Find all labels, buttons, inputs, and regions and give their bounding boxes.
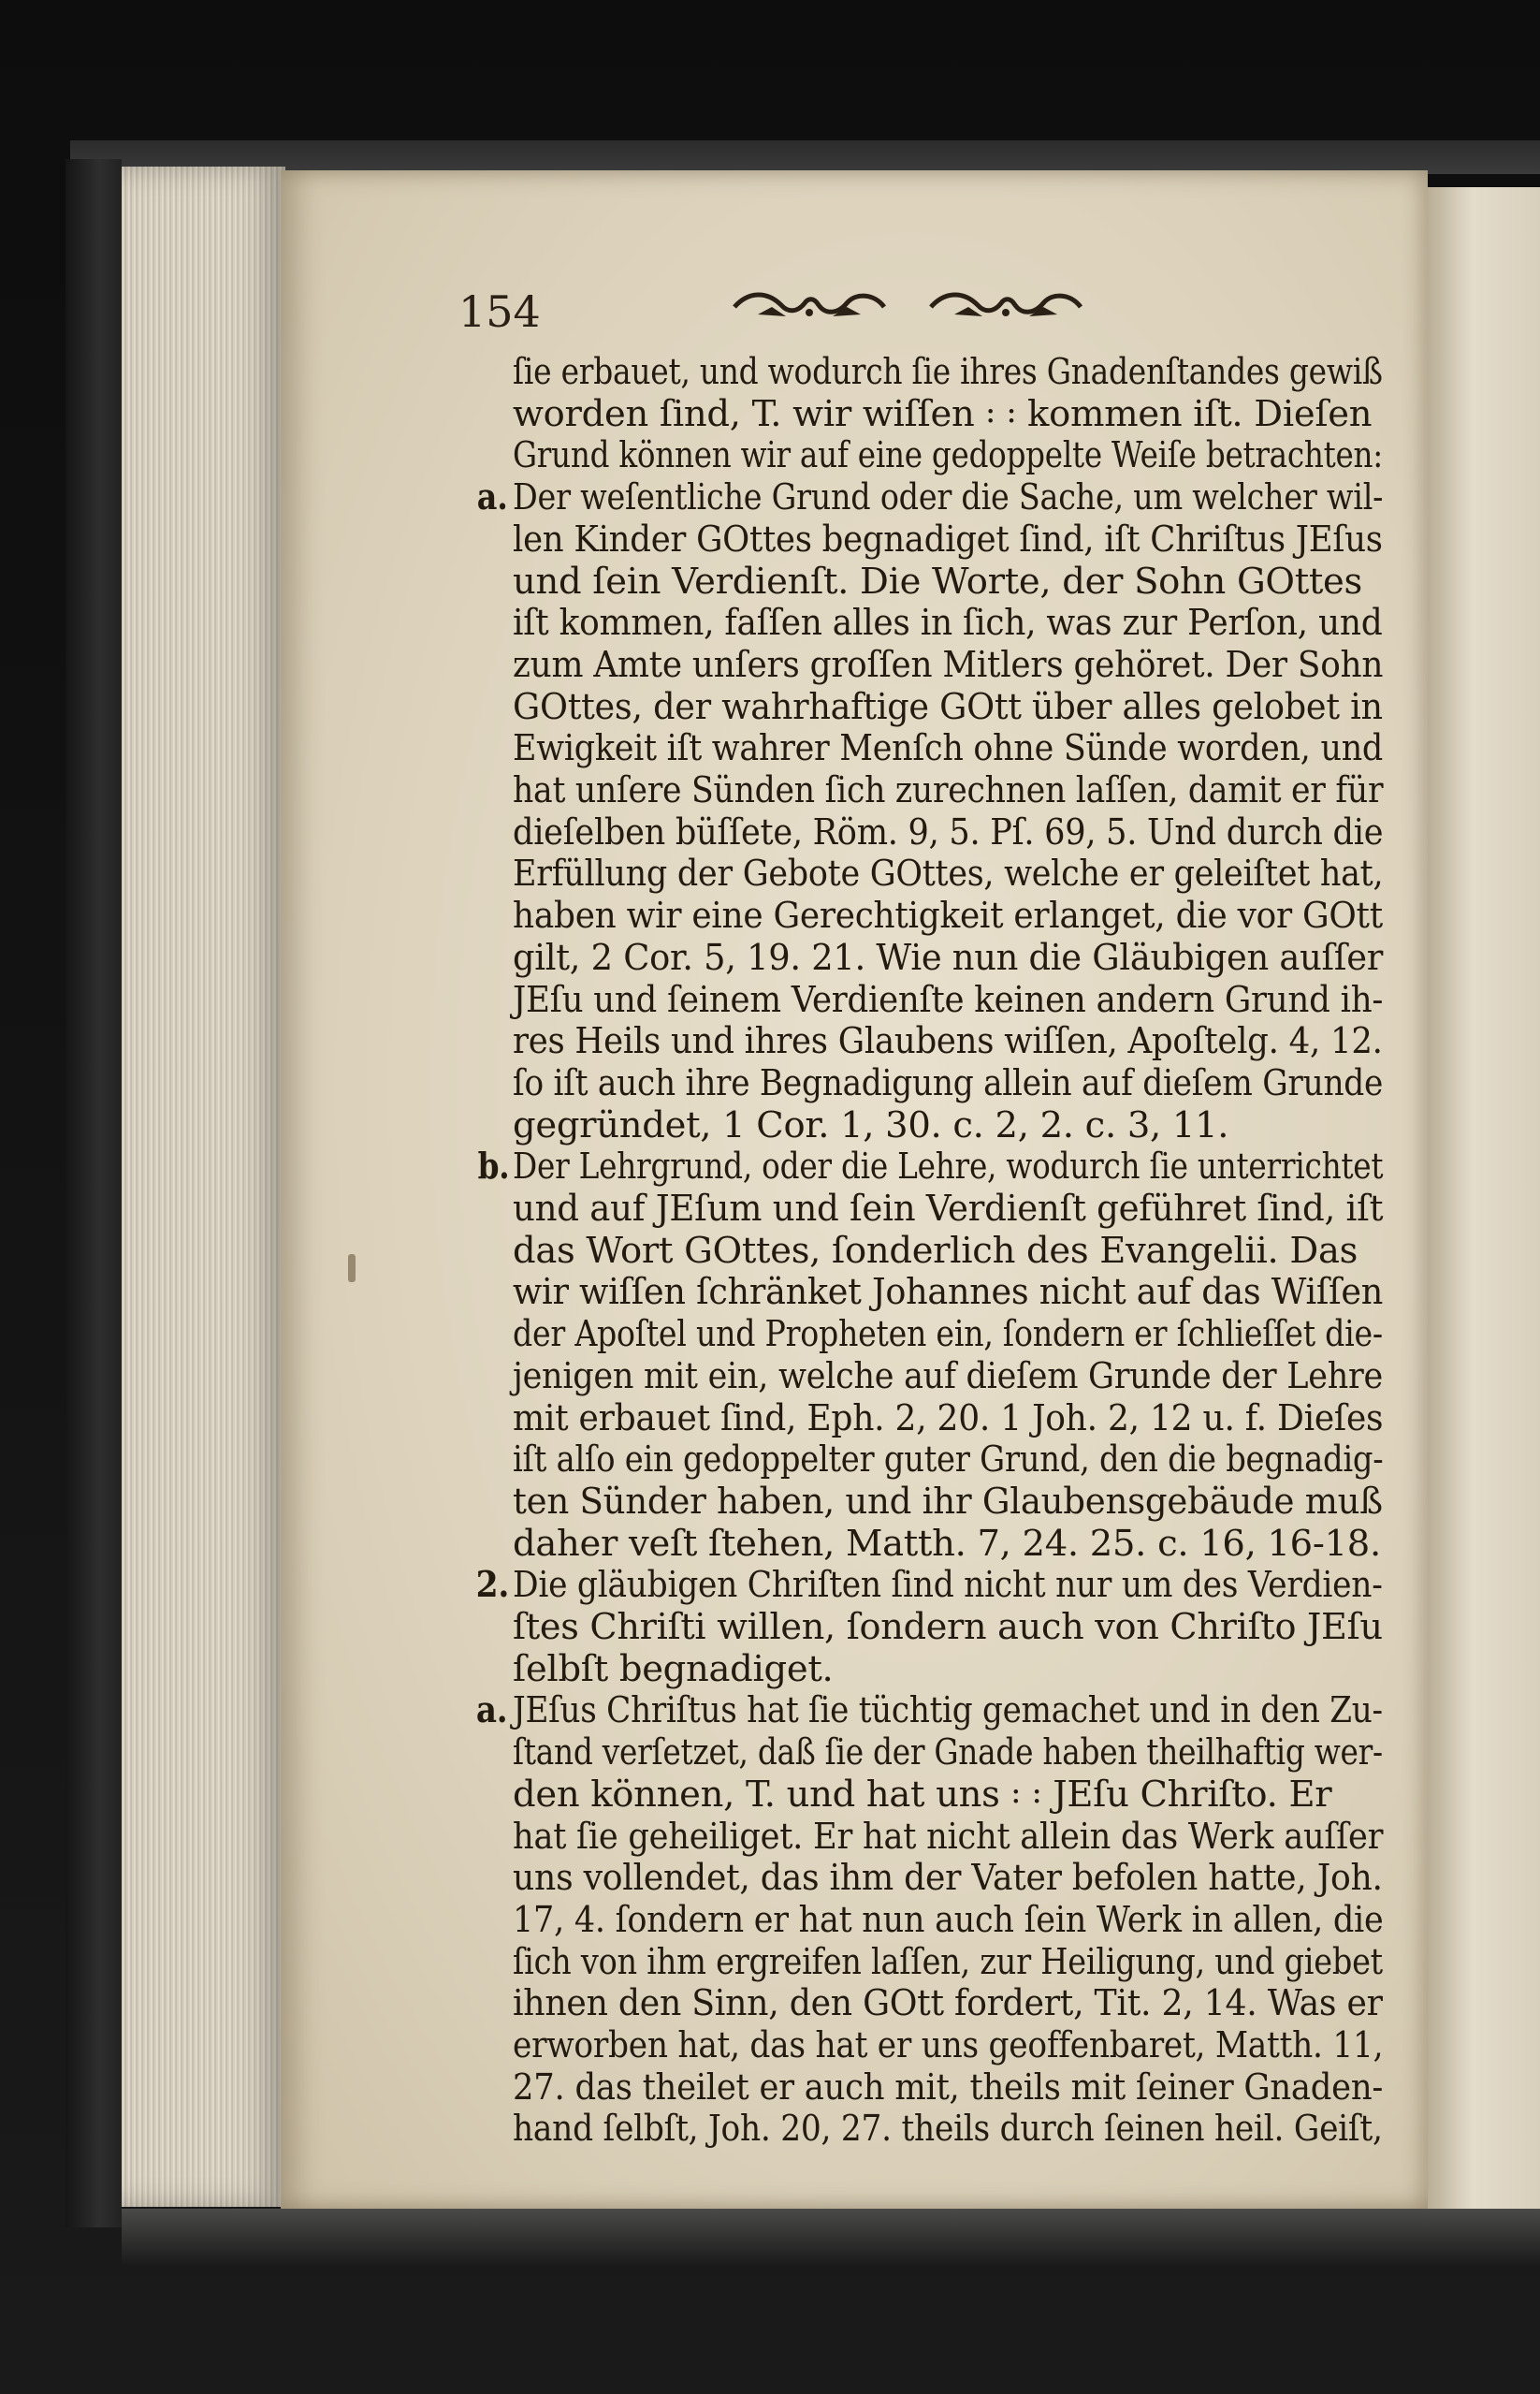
line-text: Der Lehrgrund, oder die Lehre, wodurch ſie unterrichtet	[513, 1146, 1384, 1189]
text-line	[513, 602, 1383, 645]
text-line	[513, 2066, 1383, 2109]
text-line	[513, 1271, 1383, 1314]
text-line	[513, 853, 1383, 896]
text-line	[513, 1816, 1383, 1859]
line-text: Ewigkeit iſt wahrer Menſch ohne Sünde worden, und	[513, 727, 1384, 770]
text-line	[513, 1523, 1381, 1566]
line-text: ſtand verſetzet, daß ſie der Gnade haben theilhaftig wer-	[513, 1731, 1383, 1774]
text-line	[513, 393, 1372, 436]
list-marker: 2.	[475, 1564, 510, 1607]
book-cover-left	[65, 159, 122, 2227]
line-text: und ſein Verdienſt. Die Worte, der Sohn GOttes	[513, 560, 1362, 603]
text-line	[513, 1899, 1383, 1942]
text-line	[513, 1857, 1383, 1900]
line-text: res Heils und ihres Glaubens wiſſen, Apoſtelg. 4, 12.	[513, 1020, 1383, 1063]
header-ornament-icon	[926, 286, 1085, 324]
list-marker: a.	[475, 1689, 508, 1732]
line-text: jenigen mit ein, welche auf dieſem Grunde der Lehre	[513, 1354, 1383, 1397]
line-text: uns vollendet, das ihm der Vater befolen hatte, Joh.	[513, 1857, 1383, 1900]
line-text: mit erbauet ſind, Eph. 2, 20. 1 Joh. 2, 12 u. f. Dieſes	[513, 1396, 1384, 1439]
page-edges	[122, 167, 285, 2207]
line-text: dieſelben büſſete, Röm. 9, 5. Pſ. 69, 5. Und durch die	[513, 810, 1384, 854]
page-number: 154	[458, 286, 541, 337]
text-line	[513, 351, 1383, 394]
text-line	[475, 1564, 1383, 1607]
text-line	[513, 1941, 1383, 1984]
text-line	[513, 1188, 1383, 1231]
line-text: der Apoſtel und Propheten ein, ſondern er ſchlieſſet die-	[513, 1313, 1383, 1356]
text-line	[513, 561, 1362, 604]
line-text: 27. das theilet er auch mit, theils mit ſeiner Gnaden-	[513, 2066, 1384, 2109]
text-line	[513, 1104, 1228, 1147]
line-text: Die gläubigen Chriſten ſind nicht nur um des Verdien-	[513, 1564, 1383, 1607]
line-text: 17, 4. ſondern er hat nun auch ſein Werk in allen, die	[513, 1898, 1384, 1941]
text-line	[513, 644, 1383, 687]
line-text: iſt alſo ein gedoppelter guter Grund, den die begnadig-	[513, 1438, 1384, 1482]
line-text: zum Amte unſers groſſen Mitlers gehöret. Der Sohn	[513, 643, 1384, 686]
line-text: ſtes Chriſti willen, ſondern auch von Chriſto JEſu	[513, 1606, 1383, 1648]
text-line	[513, 1438, 1383, 1482]
text-line	[513, 1481, 1383, 1524]
text-line	[513, 1731, 1383, 1774]
text-line	[513, 979, 1383, 1022]
text-line	[477, 1146, 1384, 1189]
line-text: Grund können wir auf eine gedoppelte Weiſe betrachten:	[513, 434, 1383, 477]
text-line	[513, 811, 1383, 854]
line-text: len Kinder GOttes begnadiget ſind, iſt Chriſtus JEſus	[513, 518, 1383, 561]
text-line	[513, 1648, 833, 1691]
text-line	[476, 476, 1384, 519]
text-line	[513, 895, 1383, 938]
line-text: ſich von ihm ergreifen laſſen, zur Heiligung, und giebet	[513, 1940, 1383, 1983]
text-line	[513, 1982, 1383, 2025]
line-text: GOttes, der wahrhaftige GOtt über alles gelobet in	[513, 685, 1383, 728]
line-text: hat ſie geheiliget. Er hat nicht allein das Werk auſſer	[513, 1815, 1384, 1858]
text-line	[513, 1355, 1383, 1398]
text-line	[513, 2024, 1383, 2067]
text-line	[513, 518, 1383, 562]
text-line	[513, 937, 1383, 980]
text-line	[513, 1313, 1383, 1356]
text-line	[513, 686, 1383, 729]
line-text: daher veſt ſtehen, Matth. 7, 24. 25. c. 16, 16-18.	[513, 1522, 1381, 1565]
book-bottom-shadow	[122, 2209, 1540, 2265]
text-line	[513, 1397, 1383, 1440]
line-text: ſie erbauet, und wodurch ſie ihres Gnadenſtandes gewiß	[513, 351, 1383, 393]
line-text: gilt, 2 Cor. 5, 19. 21. Wie nun die Gläubigen auſſer	[513, 936, 1384, 979]
line-text: ten Sünder haben, und ihr Glaubensgebäude muß	[513, 1480, 1383, 1523]
line-text: den können, T. und hat uns ꞉ ꞉ JEſu Chriſto. Er	[513, 1773, 1332, 1816]
line-text: JEſu und ſeinem Verdienſte keinen andern Grund ih-	[513, 978, 1384, 1021]
header-ornament-icon	[730, 286, 889, 324]
line-text: hand ſelbſt, Joh. 20, 27. theils durch ſeinen heil. Geiſt,	[513, 2108, 1383, 2151]
text-line	[513, 1062, 1383, 1105]
page-header	[458, 281, 1375, 337]
line-text: ſelbſt begnadiget.	[513, 1647, 834, 1690]
line-text: ſo iſt auch ihre Begnadigung allein auf dieſem Grunde	[513, 1061, 1384, 1104]
list-marker: a.	[476, 476, 508, 519]
text-line	[513, 769, 1383, 812]
line-text: iſt kommen, faſſen alles in ſich, was zur Perſon, und	[513, 602, 1383, 645]
text-line	[513, 1606, 1383, 1649]
text-line	[513, 1020, 1383, 1063]
line-text: worden ſind, T. wir wiſſen ꞉ ꞉ kommen iſt. Dieſen	[513, 392, 1373, 435]
line-text: das Wort GOttes, ſonderlich des Evangelii. Das	[513, 1229, 1358, 1272]
line-text: und auf JEſum und ſein Verdienſt geführet ſind, iſt	[513, 1188, 1384, 1230]
text-line	[513, 727, 1383, 770]
facing-page-edge	[1428, 187, 1540, 2209]
line-text: haben wir eine Gerechtigkeit erlanget, die vor GOtt	[513, 895, 1383, 938]
ink-mark	[348, 1254, 356, 1282]
line-text: ihnen den Sinn, den GOtt fordert, Tit. 2, 14. Was er	[513, 1982, 1383, 2025]
text-line	[475, 1689, 1383, 1732]
line-text: gegründet, 1 Cor. 1, 30. c. 2, 2. c. 3, 11.	[513, 1103, 1229, 1146]
line-text: JEſus Chriſtus hat ſie tüchtig gemachet und in den Zu-	[513, 1689, 1383, 1732]
text-line	[513, 434, 1383, 477]
text-line	[513, 1774, 1331, 1817]
line-text: wir wiſſen ſchränket Johannes nicht auf das Wiſſen	[513, 1271, 1384, 1314]
text-line	[513, 1230, 1358, 1273]
list-marker: b.	[477, 1146, 510, 1189]
line-text: Erfüllung der Gebote GOttes, welche er geleiſtet hat,	[513, 853, 1384, 896]
book-cover-top	[70, 140, 1540, 174]
line-text: erworben hat, das hat er uns geoffenbaret, Matth. 11,	[513, 2024, 1384, 2066]
text-line	[513, 2108, 1383, 2151]
line-text: Der weſentliche Grund oder die Sache, um welcher wil-	[513, 476, 1384, 519]
line-text: hat unſere Sünden ſich zurechnen laſſen, damit er für	[513, 769, 1384, 811]
